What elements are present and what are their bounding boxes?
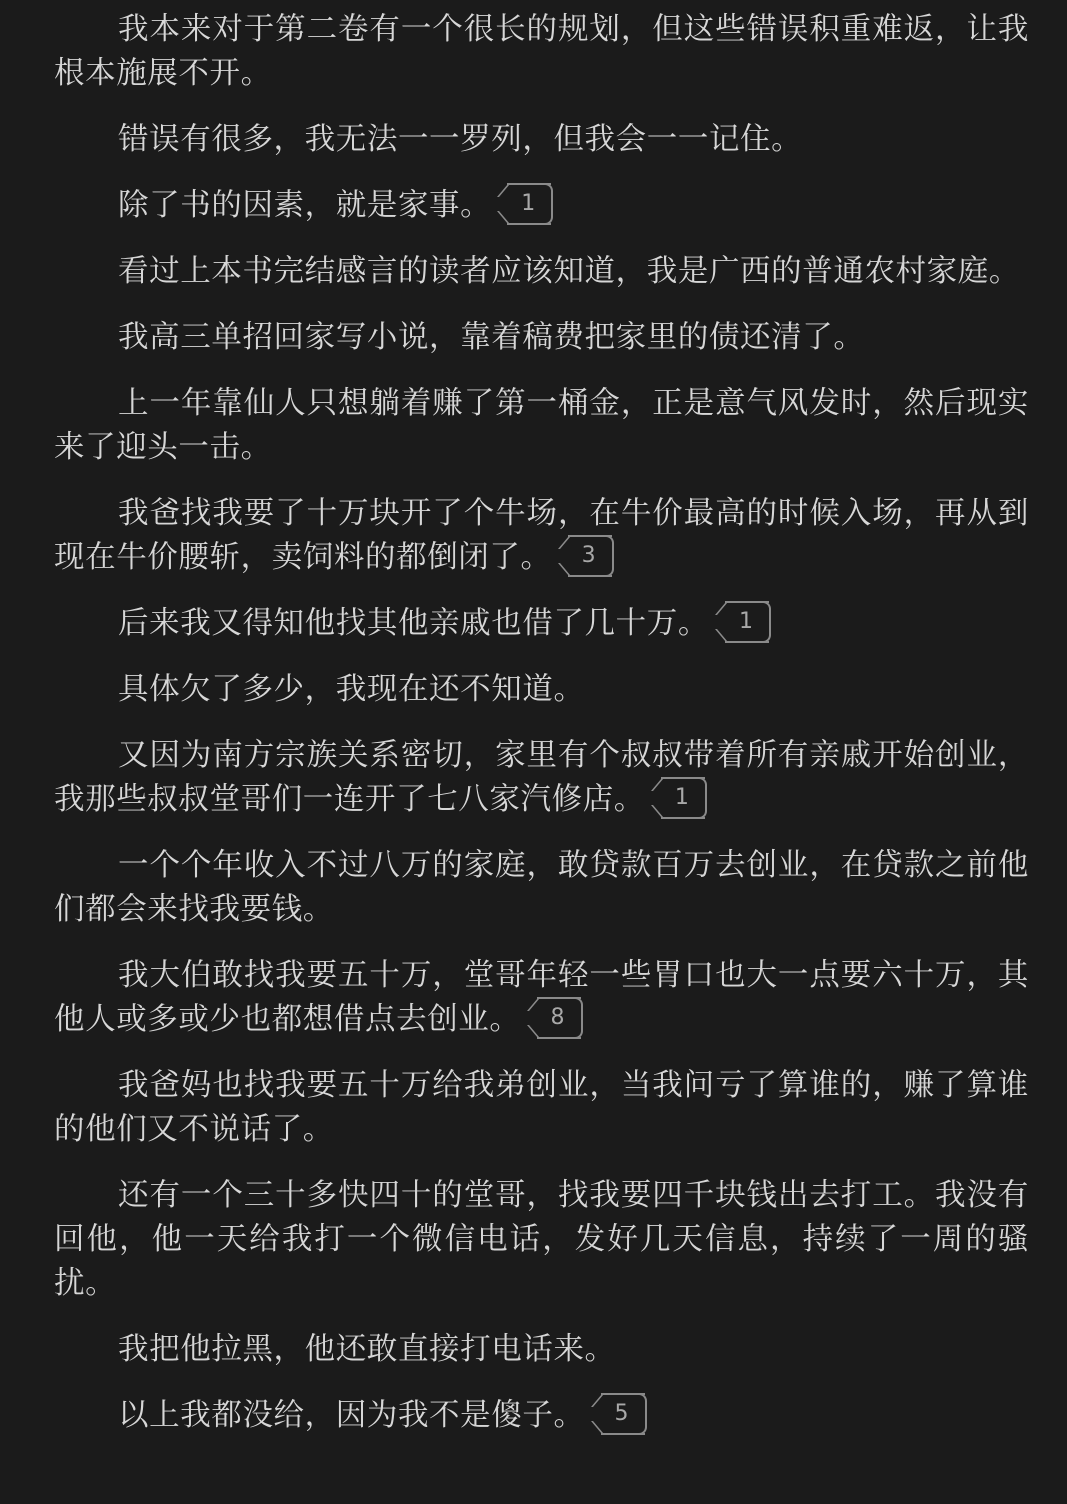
comment-count: 3 bbox=[581, 542, 596, 568]
paragraph bbox=[54, 492, 1029, 580]
paragraph-text: 一个个年收入不过八万的家庭，敢贷款百万去创业，在贷款之前他们都会来找我要钱。 bbox=[54, 848, 1029, 927]
comment-count: 1 bbox=[738, 608, 753, 634]
paragraph-comment-button[interactable] bbox=[507, 183, 553, 225]
paragraph bbox=[54, 1064, 1029, 1152]
paragraph bbox=[54, 668, 1029, 712]
paragraph-text: 后来我又得知他找其他亲戚也借了几十万。 bbox=[118, 606, 709, 641]
paragraph bbox=[54, 8, 1029, 96]
paragraph-text: 错误有很多，我无法一一罗列，但我会一一记住。 bbox=[118, 122, 803, 157]
paragraph-text: 具体欠了多少，我现在还不知道。 bbox=[118, 672, 585, 707]
paragraph-comment-button[interactable] bbox=[725, 601, 771, 643]
paragraph-text: 以上我都没给，因为我不是傻子。 bbox=[118, 1398, 585, 1433]
paragraph bbox=[54, 1328, 1029, 1372]
paragraph-text: 又因为南方宗族关系密切，家里有个叔叔带着所有亲戚开始创业，我那些叔叔堂哥们一连开了七八家汽修店。 bbox=[54, 738, 1029, 817]
paragraph-text: 我本来对于第二卷有一个很长的规划，但这些错误积重难返，让我根本施展不开。 bbox=[54, 12, 1029, 91]
paragraph-comment-button[interactable] bbox=[568, 535, 614, 577]
paragraph bbox=[54, 382, 1029, 470]
paragraph-comment-button[interactable] bbox=[661, 777, 707, 819]
paragraph-text: 我大伯敢找我要五十万，堂哥年轻一些胃口也大一点要六十万，其他人或多或少也都想借点去创业。 bbox=[54, 958, 1029, 1037]
comment-count: 1 bbox=[521, 190, 536, 216]
paragraph bbox=[54, 184, 1029, 228]
reader-content bbox=[54, 8, 1029, 1460]
comment-count: 1 bbox=[674, 784, 689, 810]
paragraph-text: 我爸找我要了十万块开了个牛场，在牛价最高的时候入场，再从到现在牛价腰斩，卖饲料的都倒闭了。 bbox=[54, 496, 1029, 575]
paragraph bbox=[54, 316, 1029, 360]
paragraph-text: 我把他拉黑，他还敢直接打电话来。 bbox=[118, 1332, 616, 1367]
paragraph bbox=[54, 844, 1029, 932]
comment-count: 8 bbox=[550, 1004, 565, 1030]
paragraph-text: 还有一个三十多快四十的堂哥，找我要四千块钱出去打工。我没有回他，他一天给我打一个微信电话，发好几天信息，持续了一周的骚扰。 bbox=[54, 1178, 1029, 1301]
paragraph-comment-button[interactable] bbox=[601, 1393, 647, 1435]
paragraph bbox=[54, 1174, 1029, 1306]
paragraph bbox=[54, 250, 1029, 294]
paragraph-text: 我高三单招回家写小说，靠着稿费把家里的债还清了。 bbox=[118, 320, 865, 355]
paragraph-comment-button[interactable] bbox=[537, 997, 583, 1039]
paragraph-text: 上一年靠仙人只想躺着赚了第一桶金，正是意气风发时，然后现实来了迎头一击。 bbox=[54, 386, 1029, 465]
paragraph bbox=[54, 118, 1029, 162]
paragraph-text: 我爸妈也找我要五十万给我弟创业，当我问亏了算谁的，赚了算谁的他们又不说话了。 bbox=[54, 1068, 1029, 1147]
paragraph-text: 看过上本书完结感言的读者应该知道，我是广西的普通农村家庭。 bbox=[118, 254, 1020, 289]
paragraph bbox=[54, 1394, 1029, 1438]
paragraph-text: 除了书的因素，就是家事。 bbox=[118, 188, 492, 223]
comment-count: 5 bbox=[614, 1400, 629, 1426]
paragraph bbox=[54, 954, 1029, 1042]
paragraph bbox=[54, 602, 1029, 646]
paragraph bbox=[54, 734, 1029, 822]
